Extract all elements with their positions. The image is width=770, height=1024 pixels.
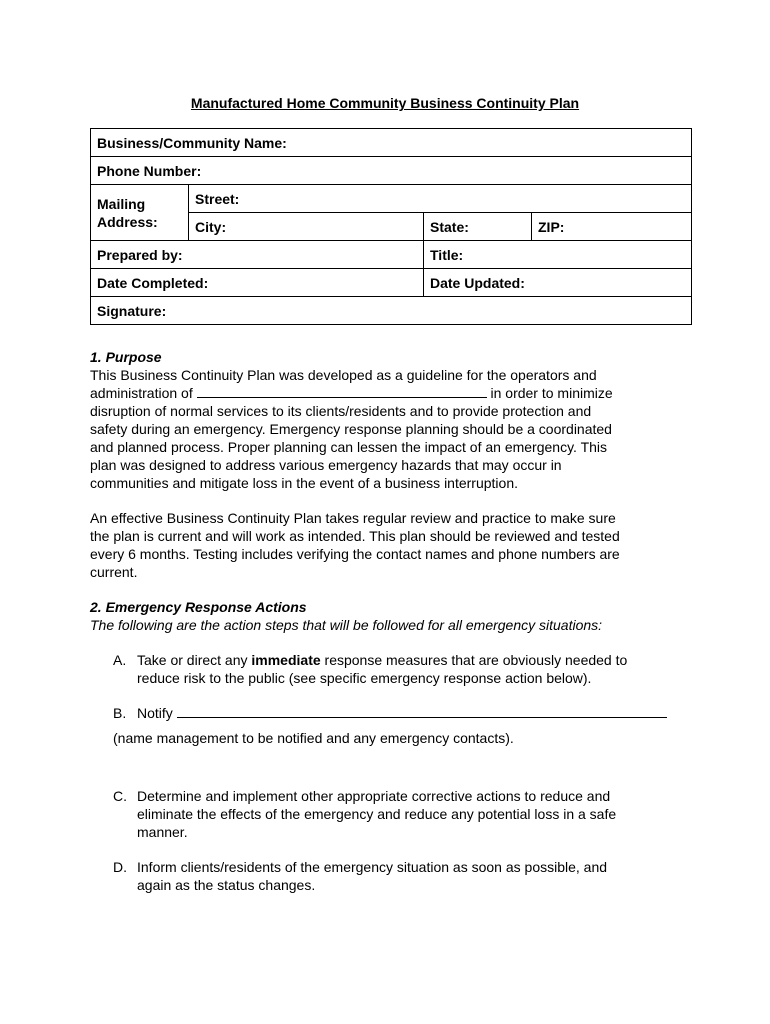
action-item-c xyxy=(90,787,690,841)
state-field[interactable]: State: xyxy=(424,213,532,241)
action-item-a xyxy=(90,651,690,687)
item-c-line: Determine and implement other appropriate corrective actions to reduce and xyxy=(137,788,611,804)
item-letter: D. xyxy=(113,859,127,875)
item-letter: A. xyxy=(113,652,127,668)
signature-field[interactable]: Signature: xyxy=(91,297,692,325)
item-text: response measures that are obviously needed to xyxy=(320,652,628,668)
prepared-by-field[interactable]: Prepared by: xyxy=(91,241,424,269)
city-field[interactable]: City: xyxy=(189,213,424,241)
purpose-line: and planned process. Proper planning can lessen the impact of an emergency. This xyxy=(90,439,608,455)
purpose-line: safety during an emergency. Emergency response planning should be a coordinated xyxy=(90,421,612,437)
item-text: Take or direct any xyxy=(137,652,252,668)
action-item-b xyxy=(90,704,690,722)
notify-note: (name management to be notified and any emergency contacts). xyxy=(113,730,514,746)
title-field[interactable]: Title: xyxy=(424,241,692,269)
response-actions-heading: 2. Emergency Response Actions xyxy=(90,599,307,615)
purpose-line: This Business Continuity Plan was developed as a guideline for the operators and xyxy=(90,367,597,383)
item-text: Notify xyxy=(137,705,173,721)
review-line: An effective Business Continuity Plan takes regular review and practice to make sure xyxy=(90,510,616,526)
mailing-label-line1: Mailing xyxy=(97,195,146,212)
purpose-line-text: administration of xyxy=(90,385,193,401)
purpose-line-with-blank xyxy=(90,384,690,402)
street-field[interactable]: Street: xyxy=(189,185,692,213)
purpose-line-text: in order to minimize xyxy=(490,385,613,401)
contact-info-form xyxy=(90,128,692,325)
administration-blank[interactable] xyxy=(197,384,487,398)
document-title: Manufactured Home Community Business Continuity Plan xyxy=(190,95,580,111)
item-c-line: manner. xyxy=(137,824,188,840)
purpose-heading: 1. Purpose xyxy=(90,349,162,365)
notify-blank[interactable] xyxy=(177,704,667,718)
mailing-label-line2: Address: xyxy=(97,213,158,230)
date-completed-field[interactable]: Date Completed: xyxy=(91,269,424,297)
action-item-d xyxy=(90,858,690,894)
review-paragraph xyxy=(90,509,690,581)
response-actions-intro: The following are the action steps that will be followed for all emergency situations: xyxy=(90,617,603,633)
purpose-line: communities and mitigate loss in the event of a business interruption. xyxy=(90,475,519,491)
purpose-paragraph xyxy=(90,366,690,492)
document-body xyxy=(90,348,690,894)
item-c-line: eliminate the effects of the emergency and reduce any potential loss in a safe xyxy=(137,806,617,822)
item-emphasis: immediate xyxy=(251,652,321,668)
business-name-field[interactable]: Business/Community Name: xyxy=(91,129,692,157)
item-letter: C. xyxy=(113,788,127,804)
item-a-line1 xyxy=(137,651,690,669)
zip-field[interactable]: ZIP: xyxy=(532,213,692,241)
review-line: current. xyxy=(90,564,138,580)
review-line: the plan is current and will work as intended. This plan should be reviewed and tested xyxy=(90,528,620,544)
item-b-line1 xyxy=(137,704,690,722)
item-letter: B. xyxy=(113,705,127,721)
purpose-line: disruption of normal services to its clients/residents and to provide protection and xyxy=(90,403,592,419)
purpose-line: plan was designed to address various emergency hazards that may occur in xyxy=(90,457,562,473)
date-updated-field[interactable]: Date Updated: xyxy=(424,269,692,297)
review-line: every 6 months. Testing includes verifying the contact names and phone numbers are xyxy=(90,546,620,562)
item-d-line: Inform clients/residents of the emergency situation as soon as possible, and xyxy=(137,859,608,875)
mailing-address-label xyxy=(91,185,189,241)
item-d-line: again as the status changes. xyxy=(137,877,316,893)
phone-number-field[interactable]: Phone Number: xyxy=(91,157,692,185)
item-a-line2: reduce risk to the public (see specific emergency response action below). xyxy=(137,670,592,686)
